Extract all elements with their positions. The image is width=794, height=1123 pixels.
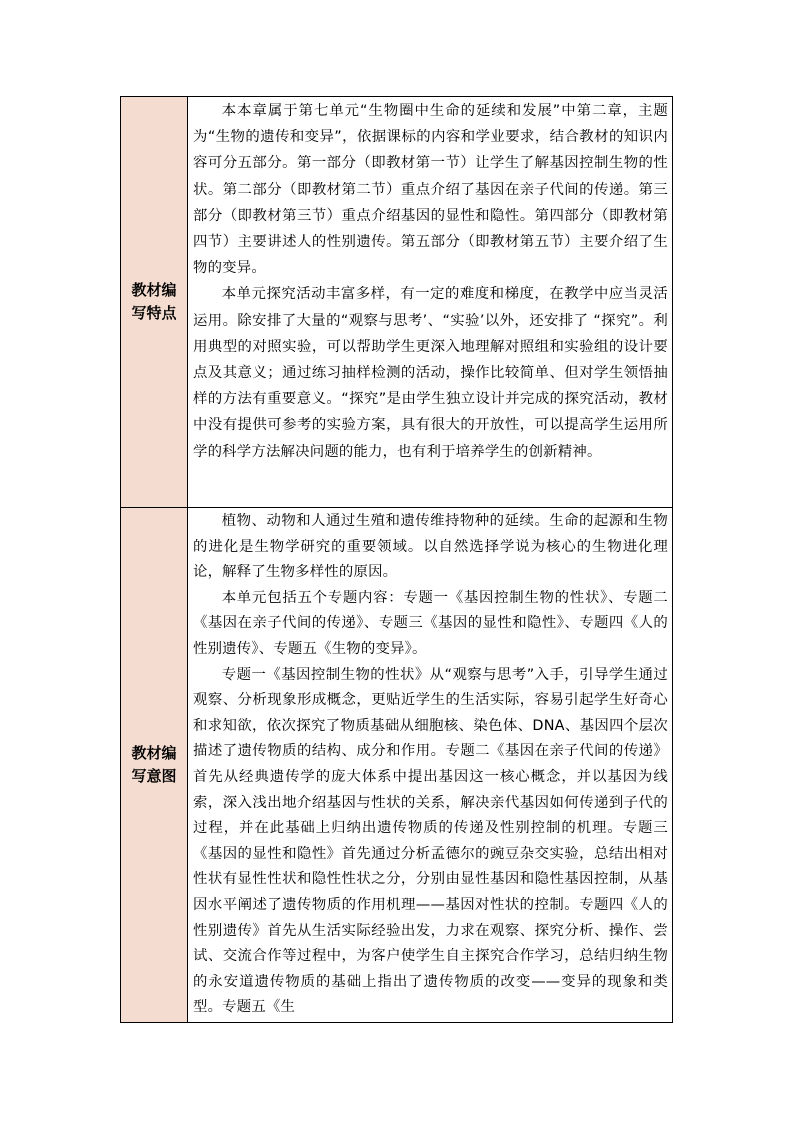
paragraph: 本本章属于第七单元“生物圈中生命的延续和发展”中第二章，主题为“生物的遗传和变异”，依据课标的内容和学业要求，结合教材的知识内容可分五部分。第一部分（即教材第一节）让学生了解基因控制生物的性状。第二部分（即教材第二节）重点介绍了基因在亲子代间的传递。第三部分（即教材第三节）重点介绍基因的显性和隐性。第四部分（即教材第四节）主要讲述人的性别遗传。第五部分（即教材第五节）主要介绍了生物的变异。 <box>193 103 668 277</box>
table-row <box>121 508 673 1023</box>
paragraph: 植物、动物和人通过生殖和遗传维持物种的延续。生命的起源和生物的进化是生物学研究的重要领域。以自然选择学说为核心的生物进化理论，解释了生物多样性的原因。 <box>193 513 668 581</box>
row-label: 教材编写意图 <box>131 744 177 785</box>
paragraph: 专题一《基因控制生物的性状》从“观察与思考”入手，引导学生通过观察、分析现象形成概念，更贴近学生的生活实际，容易引起学生好奇心和求知欲，依次探究了物质基础从细胞核、染色体、DNA、基因四个层次描述了遗传物质的结构、成分和作用。专题二《基因在亲子代间的传递》首先从经典遗传学的庞大体系中提出基因这一核心概念，并以基因为线索，深入浅出地介绍基因与性状的关系，解决亲代基因如何传递到子代的过程，并在此基础上归纳出遗传物质的传递及性别控制的机理。专题三《基因的显性和隐性》首先通过分析孟德尔的豌豆杂交实验，总结出相对性状有显性性状和隐性性状之分，分别由显性基因和隐性基因控制，从基因水平阐述了遗传物质的作用机理——基因对性状的控制。专题四《人的性别遗传》首先从生活实际经验出发，力求在观察、探究分析、操作、尝试、交流合作等过程中，为客户使学生自主探究合作学习，总结归纳生物的永安道遗传物质的基础上指出了遗传物质的改变——变异的现象和类型。专题五《生 <box>193 666 668 1016</box>
row-content-cell <box>188 97 673 508</box>
row-label-cell <box>121 97 188 508</box>
row-content-cell <box>188 508 673 1023</box>
row-label-cell <box>121 508 188 1023</box>
row-label: 教材编写特点 <box>131 281 177 322</box>
paragraph: 本单元探究活动丰富多样，有一定的难度和梯度，在教学中应当灵活运用。除安排了大量的“观察与思考’、“实验’以外，还安排了 “探究”。利用典型的对照实验，可以帮助学生更深入地理解对照组和实验组的设计要点及其意义；通过练习抽样检测的活动，操作比较简单、但对学生领悟抽样的方法有重要意义。“探究”是由学生独立设计并完成的探究活动，教材中没有提供可参考的实验方案，具有很大的开放性，可以提高学生运用所学的科学方法解决问题的能力，也有利于培养学生的创新精神。 <box>193 286 668 460</box>
paragraph: 本单元包括五个专题内容：专题一《基因控制生物的性状》、专题二《基因在亲子代间的传递》、专题三《基因的显性和隐性》、专题四《人的性别遗传》、专题五《生物的变异》。 <box>193 589 668 657</box>
content-table <box>120 96 673 1023</box>
table-row <box>121 97 673 508</box>
